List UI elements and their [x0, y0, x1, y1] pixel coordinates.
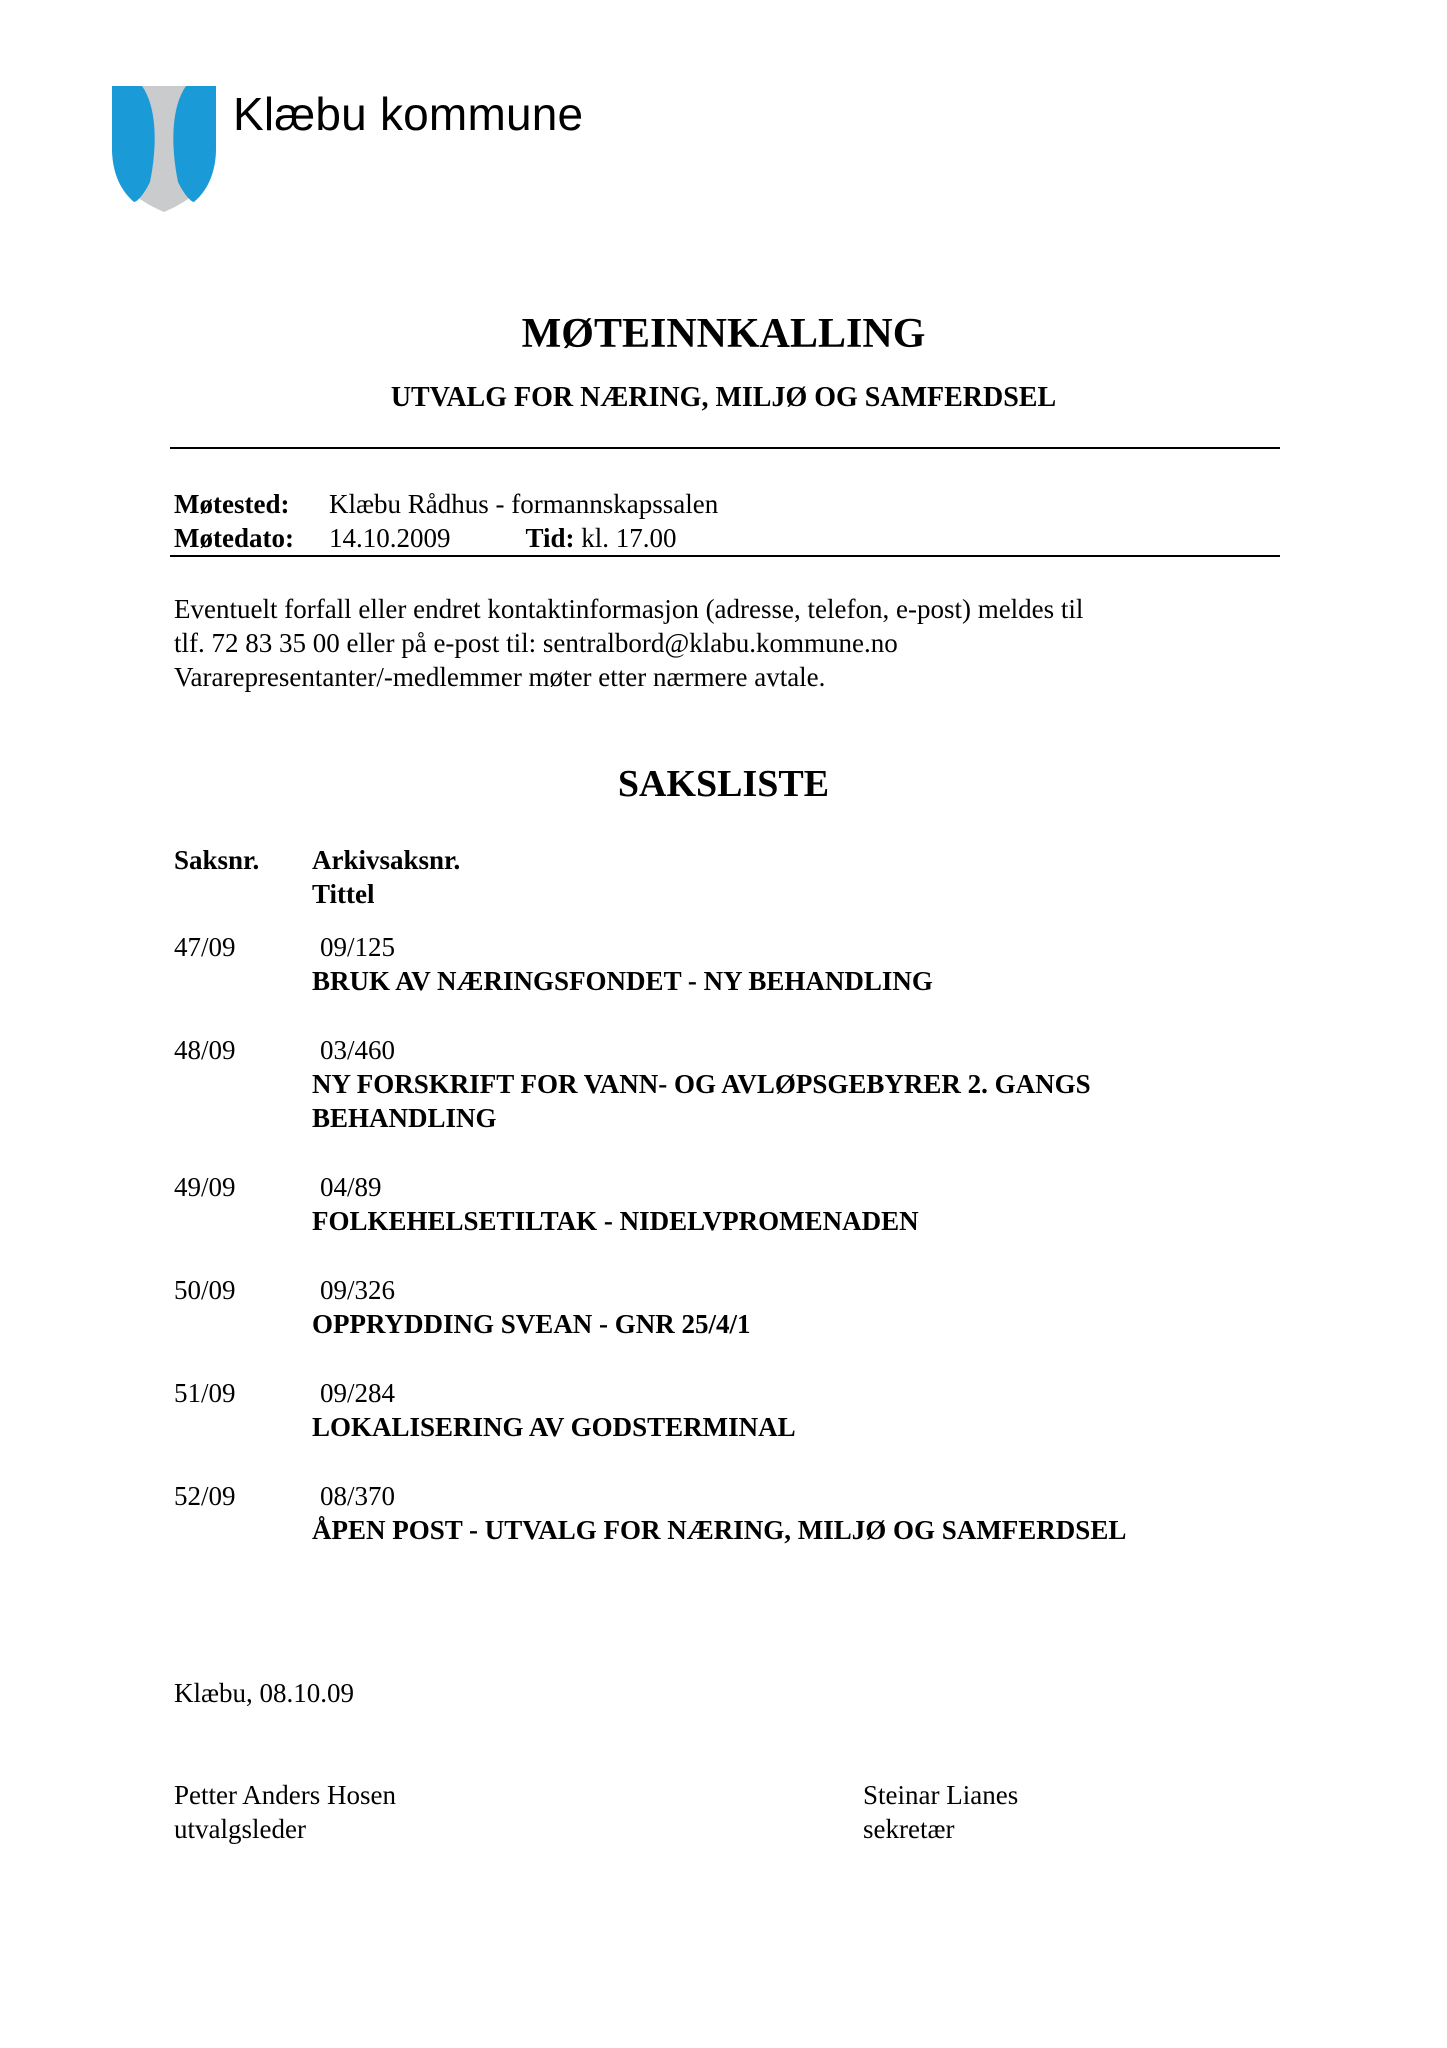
- meeting-place-value: Klæbu Rådhus - formannskapssalen: [329, 489, 719, 519]
- column-arkivsaksnr-tittel: [312, 843, 460, 911]
- signature-role: sekretær: [863, 1814, 955, 1844]
- signature-role: utvalgsleder: [174, 1814, 306, 1844]
- case-item: [174, 930, 1284, 1033]
- column-arkivsaksnr: Arkivsaksnr.: [312, 845, 461, 875]
- meeting-time-label: Tid:: [525, 523, 575, 553]
- meeting-place-row: [174, 487, 718, 521]
- divider-bottom: [170, 555, 1280, 557]
- case-list-heading: SAKSLISTE: [617, 763, 830, 805]
- organization-name: Klæbu kommune: [233, 88, 584, 140]
- case-archive-number: 08/370: [320, 1481, 396, 1511]
- column-tittel: Tittel: [312, 879, 375, 909]
- meeting-date-label: Møtedato:: [174, 523, 294, 553]
- case-title: OPPRYDDING SVEAN - GNR 25/4/1: [312, 1309, 751, 1339]
- meeting-date-row: [174, 521, 677, 555]
- notice-line: tlf. 72 83 35 00 eller på e-post til: sentralbord@klabu.kommune.no: [174, 628, 898, 658]
- signature-name: Steinar Lianes: [863, 1780, 1019, 1810]
- column-saksnr: Saksnr.: [174, 845, 260, 875]
- case-number: 50/09: [174, 1275, 236, 1305]
- case-title: NY FORSKRIFT FOR VANN- OG AVLØPSGEBYRER 2. GANGS BEHANDLING: [312, 1069, 1091, 1133]
- meeting-date-value: 14.10.2009: [329, 523, 451, 553]
- meeting-time-value: kl. 17.00: [581, 523, 677, 553]
- case-item: [174, 1033, 1284, 1170]
- case-title: LOKALISERING AV GODSTERMINAL: [312, 1412, 796, 1442]
- document-title: MØTEINNKALLING: [521, 311, 926, 357]
- case-item: [174, 1273, 1284, 1376]
- case-item: [174, 1479, 1284, 1582]
- signature-name: Petter Anders Hosen: [174, 1780, 396, 1810]
- contact-notice: [174, 592, 1284, 694]
- case-archive-number: 03/460: [320, 1035, 396, 1065]
- notice-line: Vararepresentanter/-medlemmer møter etter nærmere avtale.: [174, 662, 826, 692]
- case-number: 48/09: [174, 1035, 236, 1065]
- case-title: FOLKEHELSETILTAK - NIDELVPROMENADEN: [312, 1206, 919, 1236]
- case-archive-number: 09/326: [320, 1275, 396, 1305]
- place-and-date: Klæbu, 08.10.09: [174, 1678, 355, 1708]
- divider-top: [170, 447, 1280, 449]
- notice-line: Eventuelt forfall eller endret kontaktinformasjon (adresse, telefon, e-post) meldes til: [174, 594, 1084, 624]
- signature-chair: [174, 1778, 396, 1846]
- case-item: [174, 1170, 1284, 1273]
- case-number: 47/09: [174, 932, 236, 962]
- signature-secretary: [863, 1778, 1018, 1846]
- case-number: 49/09: [174, 1172, 236, 1202]
- case-title: BRUK AV NÆRINGSFONDET - NY BEHANDLING: [312, 966, 933, 996]
- coat-of-arms-logo: [112, 86, 216, 212]
- case-archive-number: 09/125: [320, 932, 396, 962]
- case-archive-number: 04/89: [320, 1172, 382, 1202]
- case-number: 52/09: [174, 1481, 236, 1511]
- meeting-place-label: Møtested:: [174, 489, 290, 519]
- case-item: [174, 1376, 1284, 1479]
- case-archive-number: 09/284: [320, 1378, 396, 1408]
- case-list: [174, 930, 1284, 1582]
- document-subtitle: UTVALG FOR NÆRING, MILJØ OG SAMFERDSEL: [390, 382, 1057, 413]
- case-number: 51/09: [174, 1378, 236, 1408]
- case-title: ÅPEN POST - UTVALG FOR NÆRING, MILJØ OG SAMFERDSEL: [312, 1515, 1127, 1545]
